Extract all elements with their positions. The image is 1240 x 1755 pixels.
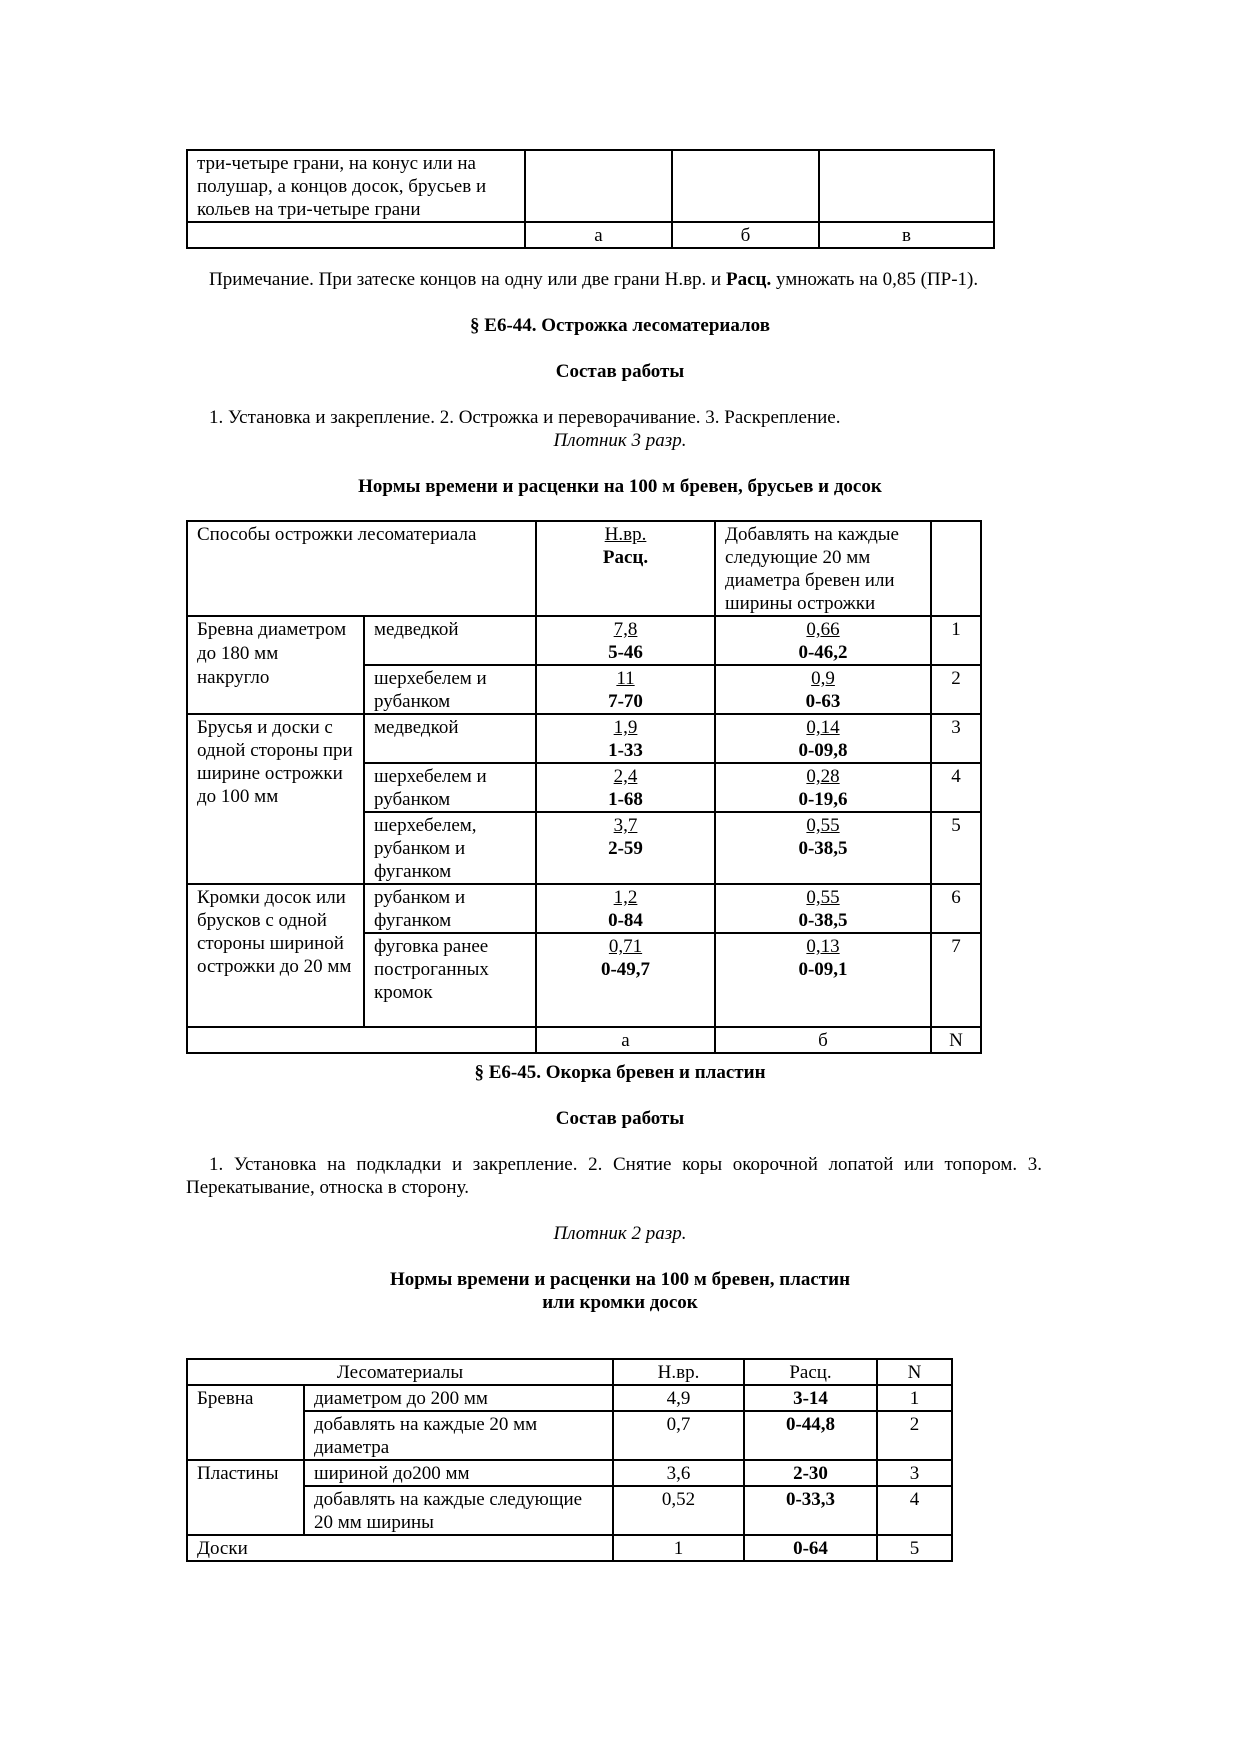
table-cell: три-четыре грани, на конус или на полушар, а концов досок, брусьев и кольев на три-четыре грани <box>187 150 525 222</box>
nvr-cell: 0,7 <box>613 1411 744 1460</box>
desc-cell: добавлять на каждые 20 мм диаметра <box>304 1411 613 1460</box>
method-cell: рубанком и фуганком <box>364 884 536 933</box>
table-cell <box>187 222 525 248</box>
norm-cell: 11 7-70 <box>536 665 715 714</box>
group-plates: Пластины <box>187 1460 304 1535</box>
composition-title: Состав работы <box>555 1108 685 1129</box>
planing-norms-table <box>186 520 982 1054</box>
row-number: 4 <box>931 763 981 812</box>
header-n: N <box>877 1359 952 1385</box>
rasc-cell: 0-44,8 <box>744 1411 877 1460</box>
table-title: Нормы времени и расценки на 100 м бревен, брусьев и досок <box>358 476 882 497</box>
column-letter-b: б <box>672 222 819 248</box>
row-number: 4 <box>877 1486 952 1535</box>
rasc-cell: 0-33,3 <box>744 1486 877 1535</box>
desc-cell: шириной до200 мм <box>304 1460 613 1486</box>
norm-cell: 1,2 0-84 <box>536 884 715 933</box>
norm-cell: 1,9 1-33 <box>536 714 715 763</box>
nvr-cell: 4,9 <box>613 1385 744 1411</box>
method-cell: шерхебелем и рубанком <box>364 665 536 714</box>
add-cell: 0,14 0-09,8 <box>715 714 931 763</box>
note-bold: Расц. <box>725 269 772 290</box>
nvr-cell: 1 <box>613 1535 744 1561</box>
norm-cell: 3,7 2-59 <box>536 812 715 884</box>
method-cell: шерхебелем, рубанком и фуганком <box>364 812 536 884</box>
column-letter-a: а <box>525 222 672 248</box>
method-cell: фуговка ранее построганных кромок <box>364 933 536 1027</box>
row-number: 5 <box>931 812 981 884</box>
row-number: 2 <box>931 665 981 714</box>
group-edges: Кромки досок или брусков с одной стороны шириной острожки до 20 мм <box>187 884 364 1027</box>
add-cell: 0,9 0-63 <box>715 665 931 714</box>
header-nvr: Н.вр. <box>613 1359 744 1385</box>
table-title: Нормы времени и расценки на 100 м бревен, пластин или кромки досок <box>389 1269 851 1313</box>
desc-cell: добавлять на каждые следующие 20 мм ширины <box>304 1486 613 1535</box>
table-cell <box>187 1027 536 1053</box>
add-cell: 0,55 0-38,5 <box>715 884 931 933</box>
row-number: 7 <box>931 933 981 1027</box>
nvr-cell: 0,52 <box>613 1486 744 1535</box>
norm-cell: 0,71 0-49,7 <box>536 933 715 1027</box>
add-cell: 0,13 0-09,1 <box>715 933 931 1027</box>
norm-cell: 2,4 1-68 <box>536 763 715 812</box>
header-method: Способы острожки лесоматериала <box>187 521 536 616</box>
table-cell <box>672 150 819 222</box>
worker-grade: Плотник 3 разр. <box>553 430 687 451</box>
rasc-cell: 2-30 <box>744 1460 877 1486</box>
add-cell: 0,55 0-38,5 <box>715 812 931 884</box>
header-rasc: Расц. <box>744 1359 877 1385</box>
row-number: 3 <box>877 1460 952 1486</box>
method-cell: шерхебелем и рубанком <box>364 763 536 812</box>
nvr-cell: 3,6 <box>613 1460 744 1486</box>
desc-cell: Доски <box>187 1535 613 1561</box>
table-cell <box>819 150 994 222</box>
rasc-cell: 0-64 <box>744 1535 877 1561</box>
row-number: 3 <box>931 714 981 763</box>
table-cell <box>525 150 672 222</box>
worker-grade: Плотник 2 разр. <box>553 1223 687 1244</box>
debarking-norms-table <box>186 1358 953 1562</box>
row-number: 1 <box>931 616 981 665</box>
section-title: § Е6-45. Окорка бревен и пластин <box>474 1062 766 1083</box>
row-number: 1 <box>877 1385 952 1411</box>
column-letter-a: а <box>536 1027 715 1053</box>
desc-cell: диаметром до 200 мм <box>304 1385 613 1411</box>
group-logs: Бревна диаметром до 180 мм накругло <box>187 616 364 714</box>
continuation-table <box>186 149 995 249</box>
column-letter-n: N <box>931 1027 981 1053</box>
norm-cell: 7,8 5-46 <box>536 616 715 665</box>
note-paragraph: Примечание. При затеске концов на одну или две грани Н.вр. и Расц. умножать на 0,85 (ПР-1). <box>209 269 979 290</box>
header-n <box>931 521 981 616</box>
add-cell: 0,66 0-46,2 <box>715 616 931 665</box>
header-norms: Н.вр. Расц. <box>536 521 715 616</box>
header-material: Лесоматериалы <box>187 1359 613 1385</box>
group-logs: Бревна <box>187 1385 304 1460</box>
column-letter-b: б <box>715 1027 931 1053</box>
row-number: 2 <box>877 1411 952 1460</box>
section-title: § Е6-44. Острожка лесоматериалов <box>470 315 770 336</box>
row-number: 6 <box>931 884 981 933</box>
method-cell: медведкой <box>364 616 536 665</box>
add-cell: 0,28 0-19,6 <box>715 763 931 812</box>
rasc-cell: 3-14 <box>744 1385 877 1411</box>
method-cell: медведкой <box>364 714 536 763</box>
composition-text: 1. Установка на подкладки и закрепление. 2. Снятие коры окорочной лопатой или топором. 3. Перекатывание, относка в сторону. <box>186 1154 1042 1198</box>
column-letter-v: в <box>819 222 994 248</box>
composition-title: Состав работы <box>555 361 685 382</box>
row-number: 5 <box>877 1535 952 1561</box>
header-add: Добавлять на каждые следующие 20 мм диаметра бревен или ширины острожки <box>715 521 931 616</box>
composition-text: 1. Установка и закрепление. 2. Острожка и переворачивание. 3. Раскрепление. <box>209 407 841 428</box>
group-boards: Брусья и доски с одной стороны при ширине острожки до 100 мм <box>187 714 364 884</box>
